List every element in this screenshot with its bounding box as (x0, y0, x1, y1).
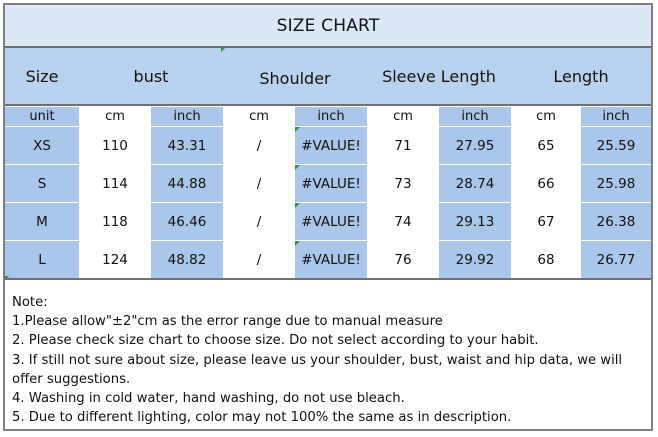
table-cell: 44.88 (151, 165, 223, 203)
table-cell: 124 (79, 241, 151, 279)
table-cell: 73 (367, 165, 439, 203)
notes-section (5, 278, 651, 429)
header-sleeve-length: Sleeve Length (382, 66, 496, 86)
note-item: 2. Please check size chart to choose size. Do not select according to your habit. (12, 333, 539, 349)
table-cell: 26.38 (581, 203, 651, 241)
column-header-row (5, 48, 651, 106)
note-item: 4. Washing in cold water, hand washing, do not use bleach. (12, 391, 405, 407)
note-item: 3. If still not sure about size, please leave us your shoulder, bust, waist and hip data, we will offer suggestions. (12, 352, 623, 387)
unit-cell: inch (439, 107, 511, 127)
size-label-cell: S (5, 165, 79, 203)
header-shoulder: Shoulder (259, 68, 331, 88)
table-cell: #VALUE! (295, 241, 367, 279)
table-cell: 25.59 (581, 127, 651, 165)
table-cell: 110 (79, 127, 151, 165)
table-cell: #VALUE! (295, 165, 367, 203)
table-cell: 26.77 (581, 241, 651, 279)
table-cell: 74 (367, 203, 439, 241)
cell-error-marker (221, 48, 225, 52)
header-length: Length (553, 66, 609, 86)
table-row (5, 241, 651, 279)
table-cell: 29.92 (439, 241, 511, 279)
table-cell: 66 (511, 165, 581, 203)
unit-cell: cm (79, 107, 151, 127)
table-cell: 27.95 (439, 127, 511, 165)
unit-cell: cm (367, 107, 439, 127)
table-cell: 68 (511, 241, 581, 279)
table-cell: / (223, 127, 295, 165)
note-item: 5. Due to different lighting, color may not 100% the same as in description. (12, 410, 512, 426)
table-cell: 114 (79, 165, 151, 203)
table-cell: #VALUE! (295, 127, 367, 165)
size-label-cell: L (5, 241, 79, 279)
table-cell: 67 (511, 203, 581, 241)
table-cell: 29.13 (439, 203, 511, 241)
table-cell: / (223, 203, 295, 241)
size-label-cell: XS (5, 127, 79, 165)
unit-cell: inch (295, 107, 367, 127)
size-table (5, 106, 651, 279)
table-cell: 25.98 (581, 165, 651, 203)
table-cell: 71 (367, 127, 439, 165)
table-cell: 118 (79, 203, 151, 241)
table-cell: 48.82 (151, 241, 223, 279)
table-row (5, 203, 651, 241)
table-cell: / (223, 165, 295, 203)
table-cell: 76 (367, 241, 439, 279)
unit-row (5, 107, 651, 127)
table-cell: 46.46 (151, 203, 223, 241)
size-chart (3, 3, 653, 431)
notes-heading: Note: (12, 295, 48, 310)
table-cell: 65 (511, 127, 581, 165)
table-row (5, 165, 651, 203)
unit-cell: inch (151, 107, 223, 127)
table-cell: #VALUE! (295, 203, 367, 241)
unit-cell: cm (223, 107, 295, 127)
table-row (5, 127, 651, 165)
unit-label-cell: unit (5, 107, 79, 127)
unit-cell: inch (581, 107, 651, 127)
header-bust: bust (133, 66, 169, 86)
table-cell: / (223, 241, 295, 279)
note-item: 1.Please allow"±2"cm as the error range due to manual measure (12, 314, 443, 330)
table-cell: 43.31 (151, 127, 223, 165)
table-cell: 28.74 (439, 165, 511, 203)
chart-title: SIZE CHART (5, 5, 651, 48)
header-size: Size (25, 66, 59, 86)
unit-cell: cm (511, 107, 581, 127)
size-label-cell: M (5, 203, 79, 241)
